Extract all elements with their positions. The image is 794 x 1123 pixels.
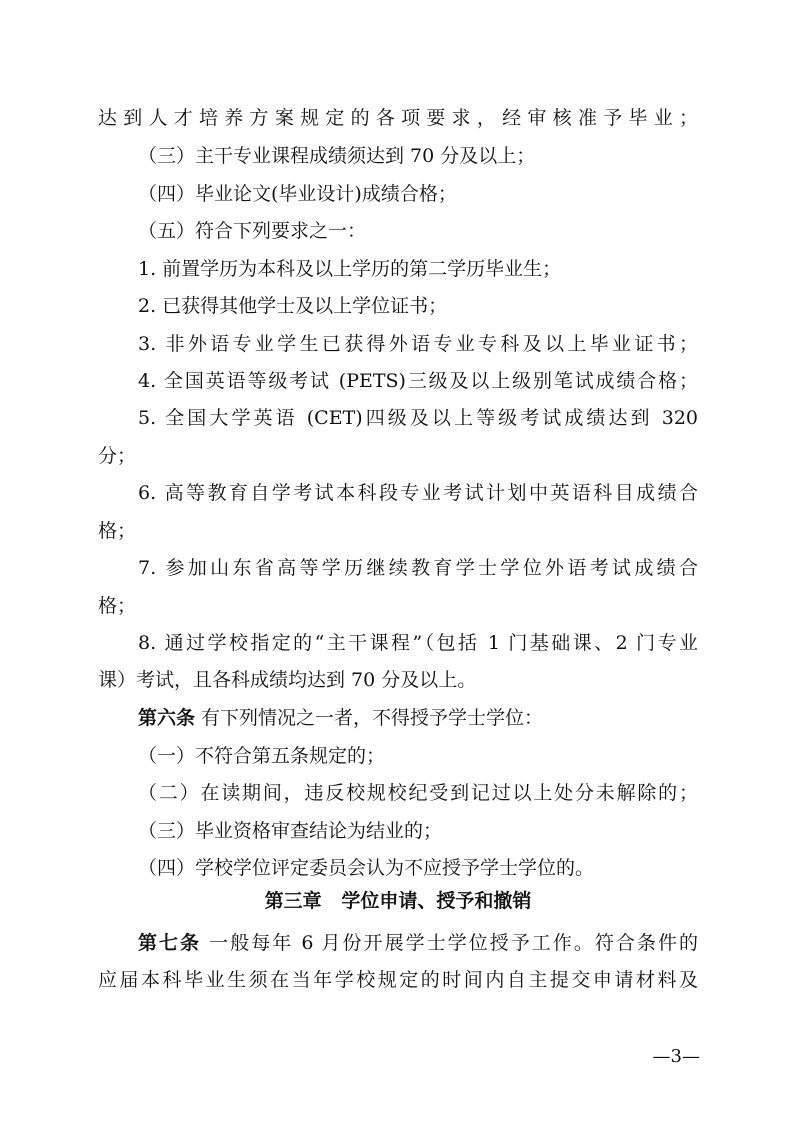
chapter-heading: 第三章 学位申请、授予和撤销 [264, 890, 532, 912]
clause-5: （五）符合下列要求之一： [138, 220, 367, 242]
requirement-8: 8. 通过学校指定的“主干课程”（包括 1 门基础课、2 门专业 [138, 632, 698, 654]
article-7-text: 一般每年 6 月份开展学士学位授予工作。符合条件的 [201, 932, 698, 954]
requirement-4: 4. 全国英语等级考试 (PETS)三级及以上级别笔试成绩合格； [138, 370, 698, 392]
article-6-item-4: （四）学校学位评定委员会认为不应授予学士学位的。 [138, 857, 595, 879]
article-6 [138, 704, 698, 732]
requirement-5-cont: 分； [98, 445, 137, 467]
text-line-1: 达到人才培养方案规定的各项要求，经审核准予毕业； [98, 107, 698, 129]
clause-3: （三）主干专业课程成绩须达到 70 分及以上； [138, 145, 536, 167]
requirement-1: 1. 前置学历为本科及以上学历的第二学历毕业生； [138, 258, 562, 280]
article-7-line-2: 应届本科毕业生须在当年学校规定的时间内自主提交申请材料及 [98, 969, 698, 991]
article-7-label: 第七条 [138, 932, 202, 954]
article-7 [138, 929, 698, 957]
requirement-3: 3. 非外语专业学生已获得外语专业专科及以上毕业证书； [138, 333, 698, 355]
requirement-7-cont: 格； [98, 595, 137, 617]
article-6-item-3: （三）毕业资格审查结论为结业的； [138, 820, 443, 842]
article-6-text: 有下列情况之一者，不得授予学士学位： [195, 707, 544, 729]
article-6-item-1: （一）不符合第五条规定的； [138, 745, 386, 767]
page-number: —3— [652, 1046, 700, 1067]
article-6-item-2: （二）在读期间，违反校规校纪受到记过以上处分未解除的； [138, 782, 698, 804]
requirement-2: 2. 已获得其他学士及以上学位证书； [138, 295, 448, 317]
requirement-7: 7. 参加山东省高等学历继续教育学士学位外语考试成绩合 [138, 557, 698, 579]
requirement-5: 5. 全国大学英语 (CET)四级及以上等级考试成绩达到 320 [138, 407, 698, 429]
requirement-8-cont: 课）考试，且各科成绩均达到 70 分及以上。 [98, 669, 477, 691]
article-6-label: 第六条 [138, 707, 196, 729]
clause-4: （四）毕业论文(毕业设计)成绩合格； [138, 183, 457, 205]
requirement-6-cont: 格； [98, 520, 137, 542]
requirement-6: 6. 高等教育自学考试本科段专业考试计划中英语科目成绩合 [138, 482, 698, 504]
